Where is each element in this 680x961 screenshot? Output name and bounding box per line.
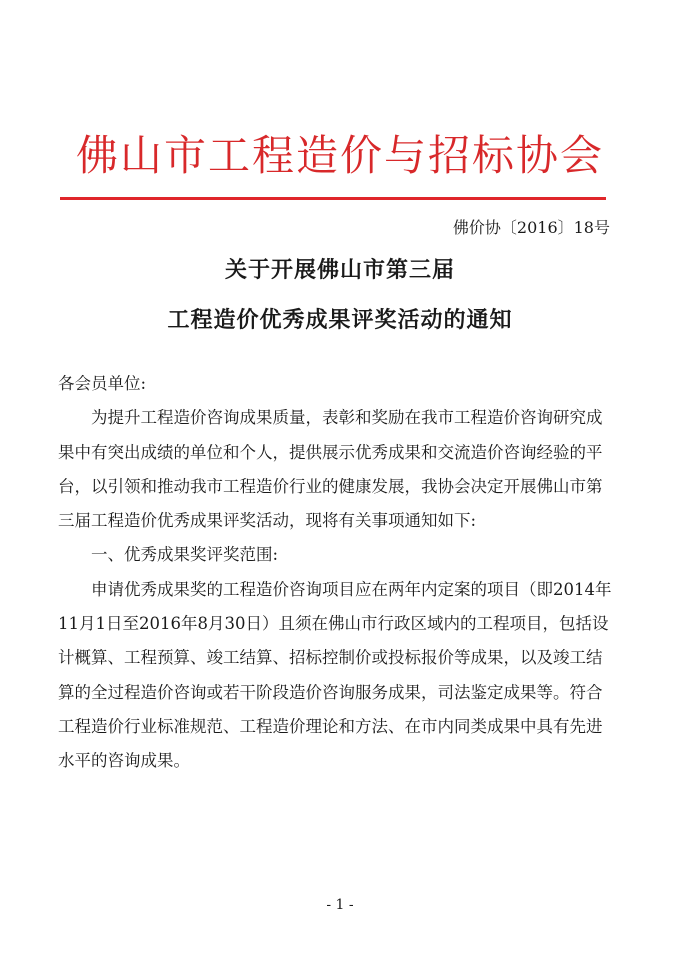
notice-title-line-2: 工程造价优秀成果评奖活动的通知 — [167, 308, 513, 333]
letterhead-red-rule — [60, 197, 606, 200]
notice-body — [58, 367, 618, 779]
letterhead-organization-name: 佛山市工程造价与招标协会 — [75, 131, 604, 180]
intro-paragraph: 为提升工程造价咨询成果质量，表彰和奖励在我市工程造价咨询研究成果中有突出成绩的单位和个人，提供展示优秀成果和交流造价咨询经验的平台，以引领和推动我市工程造价行业的健康发展，我协会决定开展佛山市第三届工程造价优秀成果评奖活动，现将有关事项通知如下: — [58, 408, 603, 531]
page-number: - 1 - — [326, 897, 354, 913]
section-1-paragraph: 申请优秀成果奖的工程造价咨询项目应在两年内定案的项目（即2014年11月1日至2016年8月30日）且须在佛山市行政区域内的工程项目，包括设计概算、工程预算、竣工结算、招标控制价或投标报价等成果，以及竣工结算的全过程造价咨询或若干阶段造价咨询服务成果，司法鉴定成果等。符合工程造价行业标准规范、工程造价理论和方法、在市内同类成果中具有先进水平的咨询成果。 — [58, 579, 612, 771]
section-1-heading: 一、优秀成果奖评奖范围: — [91, 545, 279, 565]
notice-title-line-1: 关于开展佛山市第三届 — [224, 258, 455, 283]
document-number: 佛价协〔2016〕18号 — [452, 218, 610, 237]
salutation: 各会员单位: — [58, 374, 147, 393]
